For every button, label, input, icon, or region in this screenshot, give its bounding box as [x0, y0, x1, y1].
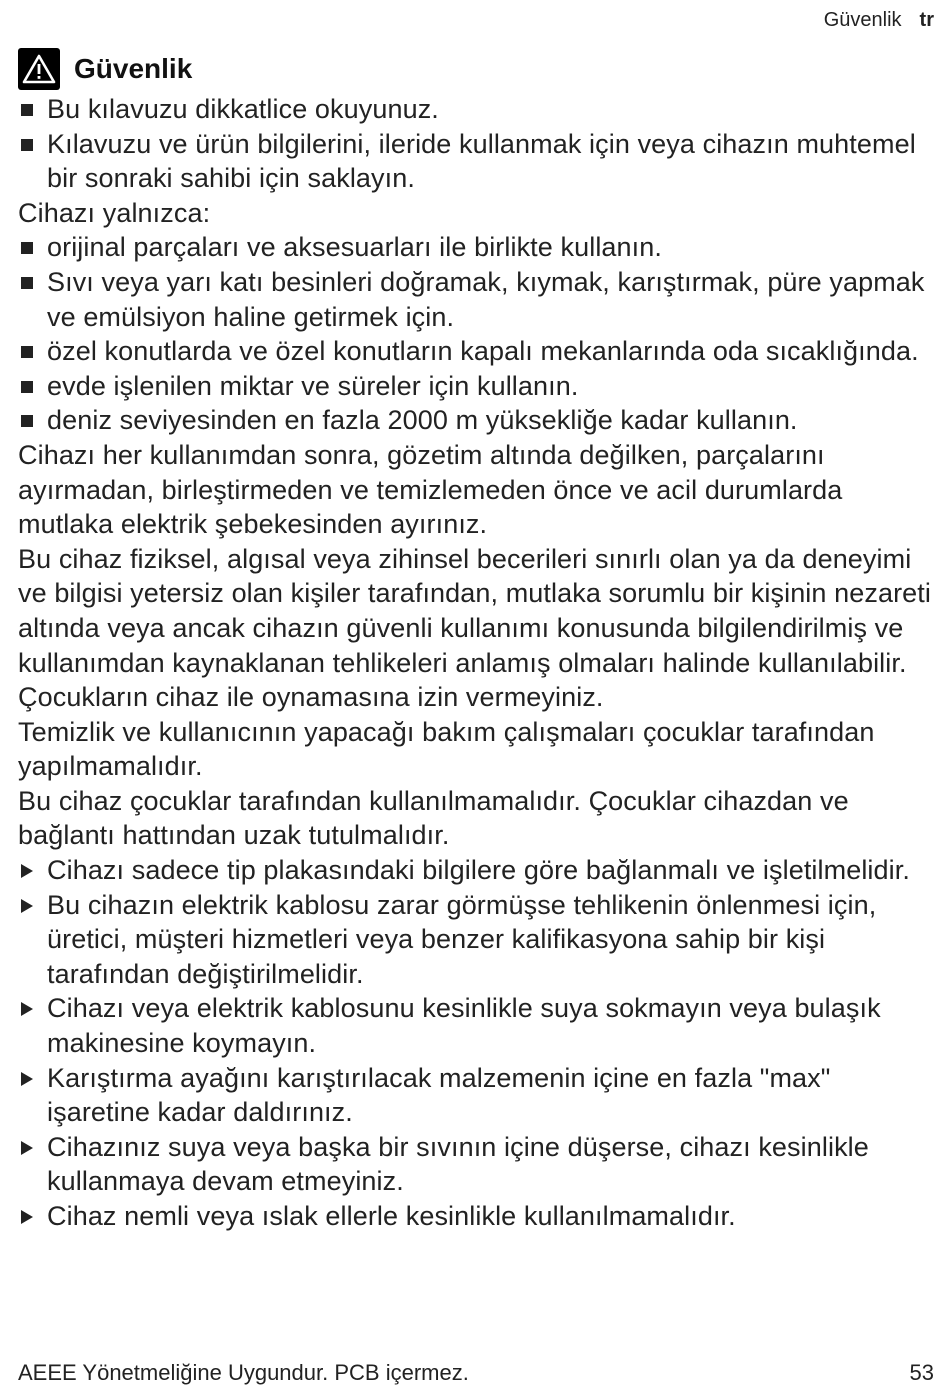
- action-item: Cihazı sadece tip plakasındaki bilgilere göre bağlanmalı ve işletilmelidir.: [18, 853, 938, 888]
- square-bullet-icon: [21, 346, 33, 358]
- list-item: orijinal parçaları ve aksesuarları ile birlikte kullanın.: [18, 230, 938, 265]
- section-title: Güvenlik: [74, 53, 193, 84]
- page-number: 53: [909, 1360, 934, 1385]
- safety-section: [18, 46, 938, 1234]
- action-item: Cihazı veya elektrik kablosunu kesinlikle suya sokmayın veya bulaşık makinesine koymayın.: [18, 991, 938, 1060]
- running-header: [824, 9, 934, 32]
- triangle-arrow-icon: [21, 1141, 33, 1155]
- paragraph: Cihazı her kullanımdan sonra, gözetim altında değilken, parçalarını ayırmadan, birleştirmeden ve temizlemeden önce ve acil durumlarda mutlaka elektrik şebekesinden ayırınız.: [18, 439, 843, 540]
- square-bullet-icon: [21, 381, 33, 393]
- triangle-arrow-icon: [21, 1210, 33, 1224]
- list-item: Bu kılavuzu dikkatlice okuyunuz.: [18, 92, 938, 127]
- square-bullet-icon: [21, 104, 33, 116]
- paragraph: Bu cihaz fiziksel, algısal veya zihinsel becerileri sınırlı olan ya da deneyimi ve bilgisi yetersiz olan kişiler tarafından, mutlaka sorumlu bir kişinin nezareti altında veya ancak cihazın güvenli kullanımı konusunda bilgilendirilmiş ve kullanımdan kaynaklanan tehlikeleri anlamış olmaları halinde kullanılabilir.: [18, 543, 931, 678]
- paragraph: Bu cihaz çocuklar tarafından kullanılmamalıdır. Çocuklar cihazdan ve bağlantı hattından uzak tutulmalıdır.: [18, 785, 849, 851]
- footer-note: AEEE Yönetmeliğine Uygundur. PCB içermez.: [18, 1360, 469, 1385]
- header-section: Güvenlik: [823, 9, 902, 31]
- square-bullet-icon: [21, 415, 33, 427]
- paragraph: Temizlik ve kullanıcının yapacağı bakım çalışmaları çocuklar tarafından yapılmamalıdır.: [18, 716, 875, 782]
- use-heading: Cihazı yalnızca:: [18, 197, 211, 228]
- action-item: Bu cihazın elektrik kablosu zarar görmüşse tehlikenin önlenmesi için, üretici, müşteri hizmetleri veya benzer kalifikasyona sahip bir kişi tarafından değiştirilmelidir.: [18, 888, 938, 992]
- square-bullet-icon: [21, 242, 33, 254]
- page-footer: [18, 1360, 934, 1386]
- list-item: Kılavuzu ve ürün bilgilerini, ileride kullanmak için veya cihazın muhtemel bir sonraki sahibi için saklayın.: [18, 127, 938, 196]
- action-item: Cihaz nemli veya ıslak ellerle kesinlikle kullanılmamalıdır.: [18, 1199, 938, 1234]
- triangle-arrow-icon: [21, 864, 33, 878]
- list-item: deniz seviyesinden en fazla 2000 m yüksekliğe kadar kullanın.: [18, 403, 938, 438]
- square-bullet-icon: [21, 139, 33, 151]
- action-item: Karıştırma ayağını karıştırılacak malzemenin içine en fazla "max" işaretine kadar daldırınız.: [18, 1061, 938, 1130]
- warning-triangle-icon: [18, 48, 60, 90]
- list-item: özel konutlarda ve özel konutların kapalı mekanlarında oda sıcaklığında.: [18, 334, 938, 369]
- square-bullet-icon: [21, 277, 33, 289]
- triangle-arrow-icon: [21, 1072, 33, 1086]
- triangle-arrow-icon: [21, 1002, 33, 1016]
- header-language: tr: [919, 9, 934, 31]
- triangle-arrow-icon: [21, 899, 33, 913]
- list-item: Sıvı veya yarı katı besinleri doğramak, kıymak, karıştırmak, püre yapmak ve emülsiyon haline getirmek için.: [18, 265, 938, 334]
- paragraph: Çocukların cihaz ile oynamasına izin vermeyiniz.: [18, 682, 604, 713]
- action-item: Cihazınız suya veya başka bir sıvının içine düşerse, cihazı kesinlikle kullanmaya devam etmeyiniz.: [18, 1130, 938, 1199]
- list-item: evde işlenilen miktar ve süreler için kullanın.: [18, 369, 938, 404]
- section-title-row: [18, 46, 938, 92]
